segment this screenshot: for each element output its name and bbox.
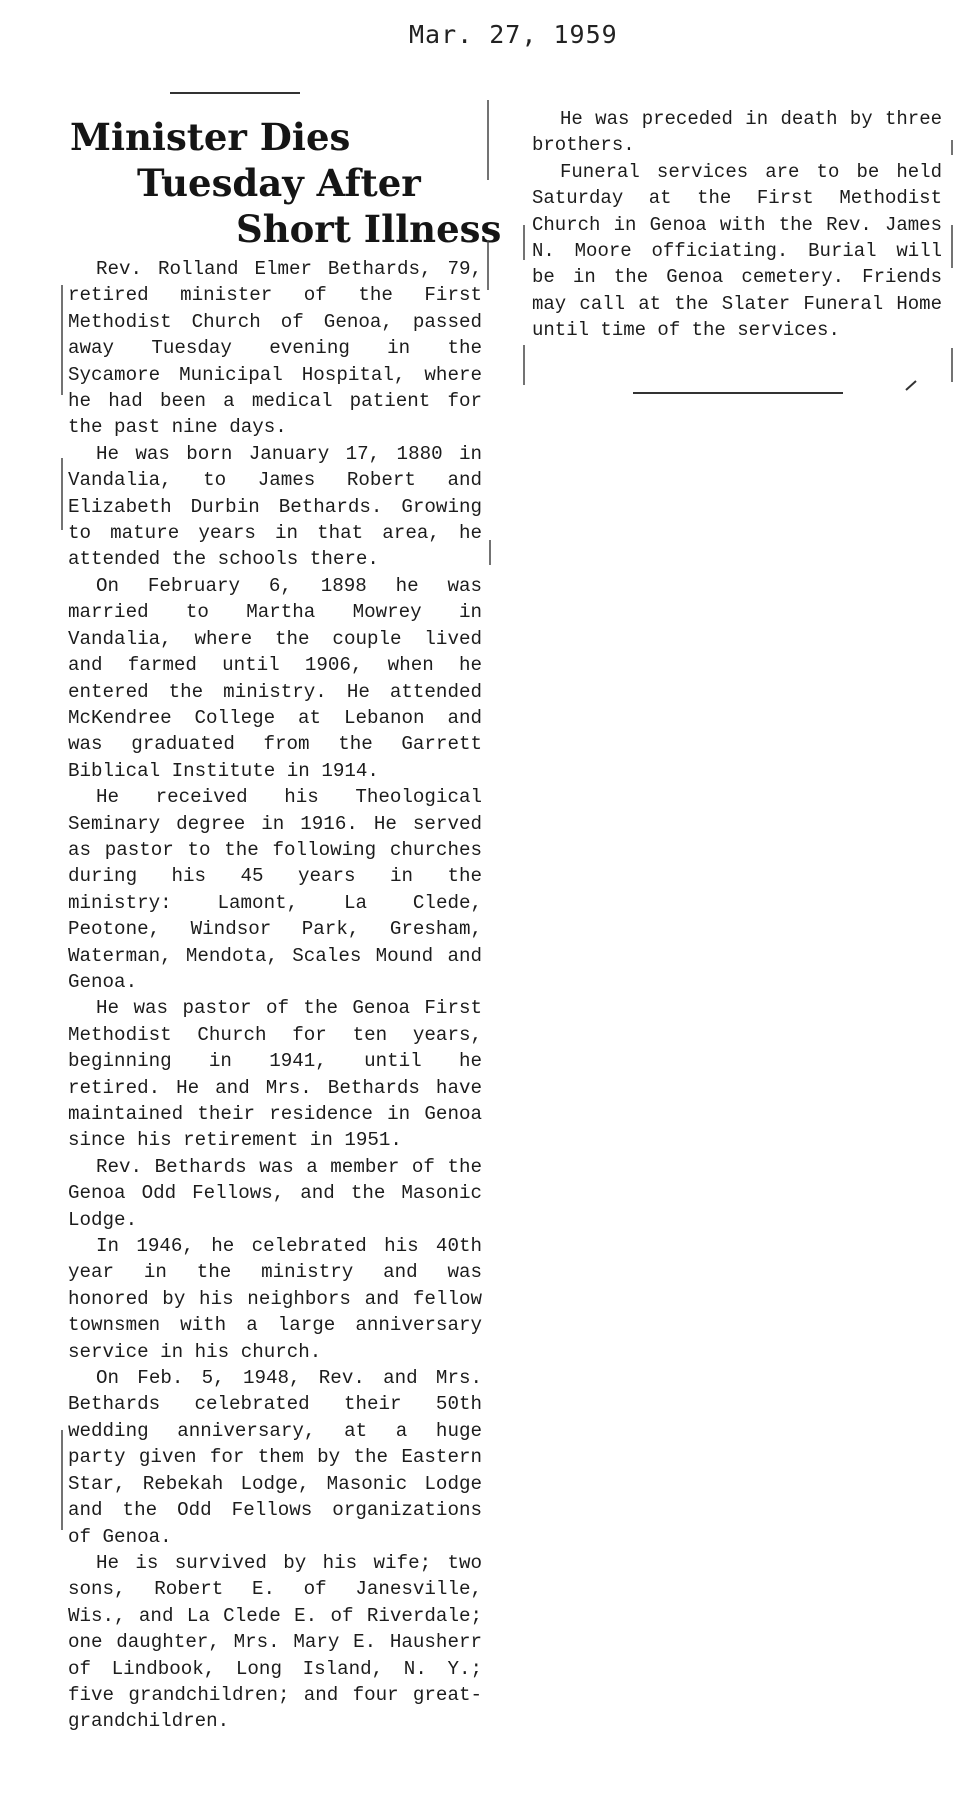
paragraph-marriage: On February 6, 1898 he was married to Martha Mowrey in Vandalia, where the couple lived and farmed until 1906, when he entered the ministry. He attended McKendree College at Lebanon and was graduated from the Garrett Biblical Institute in 1914. [68, 574, 482, 782]
paragraph-50th-anniversary: On Feb. 5, 1948, Rev. and Mrs. Bethards celebrated their 50th wedding anniversary, at a huge party given for them by the Eastern Star, Rebekah Lodge, Masonic Lodge and the Odd Fellows organizations of Genoa. [68, 1367, 482, 1548]
paragraph-genoa-pastor: He was pastor of the Genoa First Methodist Church for ten years, beginning in 1941, until he retired. He and Mrs. Bethards have maintained their residence in Genoa since his retirement in 1951. [68, 997, 482, 1152]
headline-line-3: Short Illness [236, 207, 502, 251]
headline [68, 114, 502, 252]
paragraph-survivors: He is survived by his wife; two sons, Robert E. of Janesville, Wis., and La Clede E. of Riverdale; one daughter, Mrs. Mary E. Hausherr of Lindbook, Long Island, N. Y.; five grandchildren; and four great-grandchildren. [68, 1551, 482, 1733]
top-column-rule [170, 92, 300, 94]
paragraph-seminary: He received his Theological Seminary degree in 1916. He served as pastor to the following churches during his 45 years in the ministry: Lamont, La Clede, Peotone, Windsor Park, Gresham, Waterman, Mendota, Scales Mound and Genoa. [68, 786, 482, 993]
paragraph-death-notice: Rev. Rolland Elmer Bethards, 79, retired minister of the First Methodist Church of Genoa, passed away Tuesday evening in the Sycamore Municipal Hospital, where he had been a medical patient for the past nine days. [68, 258, 482, 439]
paragraph-birth: He was born January 17, 1880 in Vandalia, to James Robert and Elizabeth Durbin Bethards. Growing to mature years in that area, he attended the schools there. [68, 442, 482, 571]
end-of-article-rule [633, 392, 843, 394]
headline-line-1: Minister Dies [70, 115, 351, 159]
article-column-right [532, 106, 942, 344]
article-column-left [68, 114, 502, 1735]
paragraph-40th-year: In 1946, he celebrated his 40th year in the ministry and was honored by his neighbors and fellow townsmen with a large anniversary service in his church. [68, 1235, 482, 1363]
paragraph-funeral-services: Funeral services are to be held Saturday at the First Methodist Church in Genoa with the Rev. James N. Moore officiating. Burial will be in the Genoa cemetery. Friends may call at the Slater Funeral Home until time of the services. [532, 160, 942, 342]
paragraph-preceded-in-death: He was preceded in death by three brothers. [532, 108, 942, 157]
headline-line-2: Tuesday After [137, 161, 421, 205]
paragraph-memberships: Rev. Bethards was a member of the Genoa Odd Fellows, and the Masonic Lodge. [68, 1155, 482, 1231]
clipping-date: Mar. 27, 1959 [409, 20, 618, 49]
